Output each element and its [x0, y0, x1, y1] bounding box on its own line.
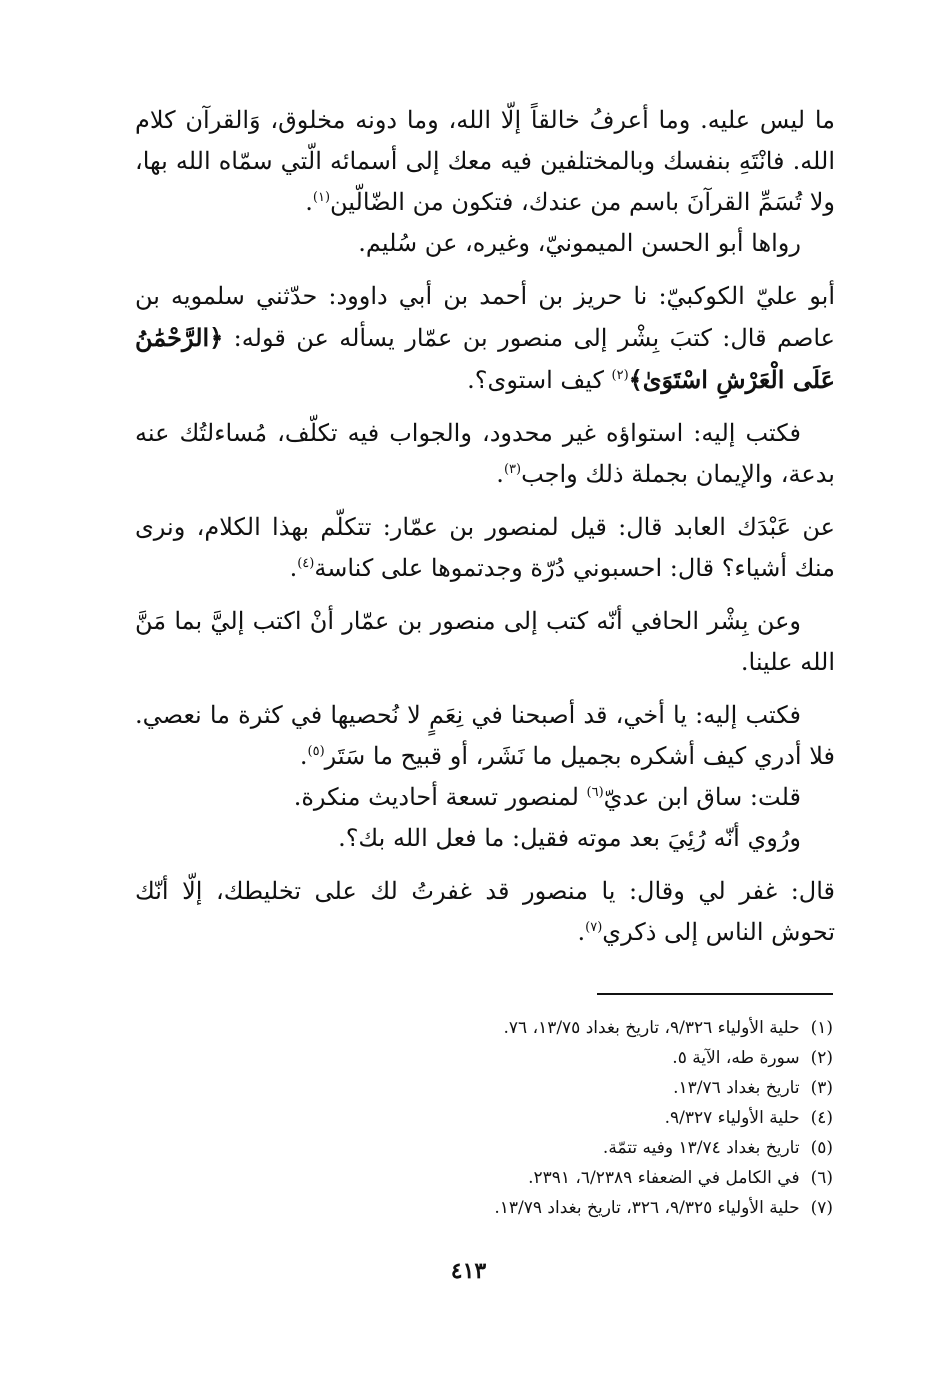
- paragraph-4: [135, 413, 835, 495]
- footnote-5: [143, 1133, 833, 1163]
- footnote-marker: (٣): [503, 462, 522, 477]
- paragraph-9: [135, 818, 835, 859]
- footnote-marker: (٢): [611, 368, 629, 383]
- footnote-text: حلية الأولياء ٩/٣٢٦، تاريخ بغداد ١٣/٧٥، ٧٦.: [503, 1018, 800, 1038]
- paragraph-tail: لمنصور تسعة أحاديث منكرة.: [293, 783, 587, 811]
- footnote-4: [143, 1103, 833, 1133]
- footnote-number: (٤): [810, 1108, 833, 1128]
- paragraph-1: [135, 100, 835, 223]
- paragraph-text: قال: غفر لي وقال: يا منصور قد غفرتُ لك على تخليطك، إلّا أنّك تحوش الناس إلى ذكري: [135, 877, 835, 946]
- footnotes-list: [143, 1013, 833, 1223]
- paragraph-tail: .: [496, 460, 504, 488]
- footnote-number: (٢): [810, 1048, 833, 1068]
- footnote-2: [143, 1043, 833, 1073]
- footnote-3: [143, 1073, 833, 1103]
- footnote-number: (١): [810, 1018, 833, 1038]
- footnote-number: (٦): [810, 1168, 833, 1188]
- footnote-marker: (١): [312, 190, 331, 205]
- footnote-text: سورة طه، الآية ٥.: [672, 1048, 800, 1068]
- paragraph-text: عن عَبْدَك العابد قال: قيل لمنصور بن عمّار: تتكلّم بهذا الكلام، ونرى منك أشياء؟ قال: احسبوني دُرّة وجدتموها على كناسة: [135, 513, 835, 582]
- quran-verse: ﴿الرَّحْمَٰنُ عَلَى الْعَرْشِ اسْتَوَىٰ﴾: [135, 323, 835, 394]
- paragraph-text: وعن بِشْر الحافي أنّه كتب إلى منصور بن عمّار أنْ اكتب إليَّ بما مَنَّ الله علينا.: [135, 607, 835, 676]
- footnote-text: حلية الأولياء ٩/٣٢٧.: [664, 1108, 800, 1128]
- footnote-marker: (٦): [586, 785, 604, 800]
- footnote-text: في الكامل في الضعفاء ٦/٢٣٨٩، ٢٣٩١.: [528, 1168, 800, 1188]
- footnote-number: (٥): [810, 1138, 833, 1158]
- paragraph-10: [135, 871, 835, 953]
- paragraph-text: أبو عليّ الكوكبيّ: نا حريز بن أحمد بن أبي داوود: حدّثني سلمويه بن عاصم قال: كتبَ بِشْر إلى منصور بن عمّار يسأله عن قوله:: [135, 282, 835, 352]
- main-text: [135, 100, 835, 953]
- footnote-number: (٣): [810, 1078, 833, 1098]
- paragraph-text: فكتب إليه: استواؤه غير محدود، والجواب فيه تكلّف، مُساءلتُك عنه بدعة، والإيمان بجملة ذلك واجب: [135, 419, 835, 488]
- footnote-marker: (٥): [307, 744, 325, 759]
- paragraph-tail: .: [289, 554, 298, 582]
- paragraph-tail: .: [305, 188, 313, 216]
- paragraph-text: قلت: ساق ابن عديّ: [603, 783, 801, 811]
- paragraph-8: [135, 777, 835, 818]
- paragraph-text: ما ليس عليه. وما أعرفُ خالقاً إلّا الله، وما دونه مخلوق، وَالقرآن كلام الله. فانْتَهِ بنفسك وبالمختلفين فيه معك إلى أسمائه الّتي سمّاه الله بها، ولا تُسَمِّ القرآنَ باسم من عندك، فتكون من الضّالّين: [135, 106, 835, 216]
- paragraph-3: [135, 276, 835, 401]
- footnote-number: (٧): [810, 1198, 833, 1218]
- footnote-text: تاريخ بغداد ١٣/٧٦.: [673, 1078, 800, 1098]
- page-number: ٤١٣: [450, 1258, 487, 1284]
- paragraph-tail: كيف استوى؟.: [467, 366, 612, 394]
- paragraph-7: [135, 695, 835, 777]
- footnote-marker: (٧): [585, 920, 603, 935]
- footnote-marker: (٤): [297, 556, 315, 571]
- footnote-separator: [597, 993, 833, 995]
- footnote-6: [143, 1163, 833, 1193]
- paragraph-tail: .: [299, 742, 308, 770]
- paragraph-tail: .: [577, 918, 586, 946]
- footnote-7: [143, 1193, 833, 1223]
- paragraph-text: رواها أبو الحسن الميمونيّ، وغيره، عن سُليم.: [358, 229, 801, 257]
- footnote-1: [143, 1013, 833, 1043]
- paragraph-5: [135, 507, 835, 589]
- paragraph-2: [135, 223, 835, 264]
- paragraph-text: فكتب إليه: يا أخي، قد أصبحنا في نِعَمٍ لا نُحصيها في كثرة ما نعصي. فلا أدري كيف أشكره بجميل ما نَشَر، أو قبيح ما سَتَر: [135, 701, 835, 770]
- paragraph-text: ورُوي أنّه رُئِيَ بعد موته فقيل: ما فعل الله بك؟.: [338, 824, 801, 852]
- footnote-text: تاريخ بغداد ١٣/٧٤ وفيه تتمّة.: [602, 1138, 800, 1158]
- footnote-text: حلية الأولياء ٩/٣٢٥، ٣٢٦، تاريخ بغداد ١٣/٧٩.: [494, 1198, 800, 1218]
- paragraph-6: [135, 601, 835, 683]
